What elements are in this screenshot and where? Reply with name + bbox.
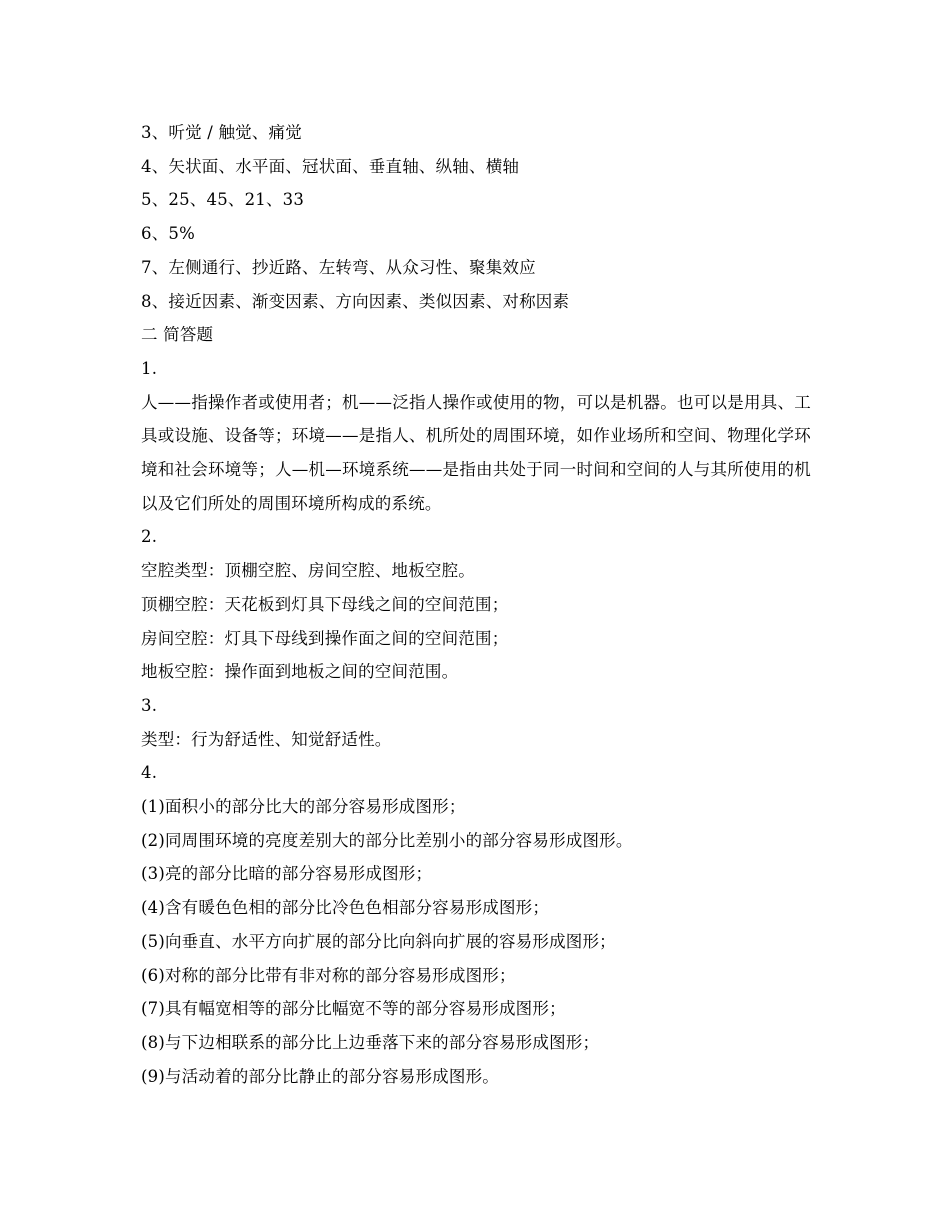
question-3-number: 3. — [141, 695, 158, 715]
question-1-number: 1. — [141, 358, 158, 378]
question-4-item-3: (3)亮的部分比暗的部分容易形成图形； — [141, 864, 433, 884]
question-4-item-9: (9)与活动着的部分比静止的部分容易形成图形。 — [141, 1066, 499, 1086]
question-4-item-4: (4)含有暖色色相的部分比冷色色相部分容易形成图形； — [141, 898, 550, 918]
section-heading: 二 简答题 — [141, 325, 214, 345]
question-2-line-2: 顶棚空腔：天花板到灯具下母线之间的空间范围； — [141, 594, 509, 614]
question-4-item-8: (8)与下边相联系的部分比上边垂落下来的部分容易形成图形； — [141, 1032, 600, 1052]
question-4-item-7: (7)具有幅宽相等的部分比幅宽不等的部分容易形成图形； — [141, 999, 566, 1019]
document-body — [141, 116, 811, 1093]
fill-answer-3: 3、听觉 / 触觉、痛觉 — [141, 123, 302, 142]
fill-answer-7: 7、左侧通行、抄近路、左转弯、从众习性、聚集效应 — [141, 257, 536, 277]
question-2-line-4: 地板空腔：操作面到地板之间的空间范围。 — [141, 662, 459, 682]
fill-answer-4: 4、矢状面、水平面、冠状面、垂直轴、纵轴、横轴 — [141, 156, 520, 176]
question-4-item-1: (1)面积小的部分比大的部分容易形成图形； — [141, 797, 466, 817]
fill-answer-6: 6、5% — [141, 224, 195, 244]
question-3-answer: 类型：行为舒适性、知觉舒适性。 — [141, 729, 392, 749]
question-4-item-2: (2)同周围环境的亮度差别大的部分比差别小的部分容易形成图形。 — [141, 830, 633, 850]
question-4-item-5: (5)向垂直、水平方向扩展的部分比向斜向扩展的容易形成图形； — [141, 931, 616, 951]
question-4-item-6: (6)对称的部分比带有非对称的部分容易形成图形； — [141, 965, 516, 985]
question-2-line-1: 空腔类型：顶棚空腔、房间空腔、地板空腔。 — [141, 561, 475, 581]
question-2-line-3: 房间空腔：灯具下母线到操作面之间的空间范围； — [141, 628, 509, 648]
question-4-number: 4. — [141, 763, 158, 783]
question-2-number: 2. — [141, 527, 158, 547]
fill-answer-5: 5、25、45、21、33 — [141, 190, 305, 210]
question-1-answer: 人——指操作者或使用者；机——泛指人操作或使用的物，可以是机器。也可以是用具、工具或设施、设备等；环境——是指人、机所处的周围环境，如作业场所和空间、物理化学环境和社会环境等；人—机—环境系统——是指由共处于同一时间和空间的人与其所使用的机以及它们所处的周围环境所构成的系统。 — [141, 392, 811, 513]
fill-answer-8: 8、接近因素、渐变因素、方向因素、类似因素、对称因素 — [141, 291, 570, 311]
